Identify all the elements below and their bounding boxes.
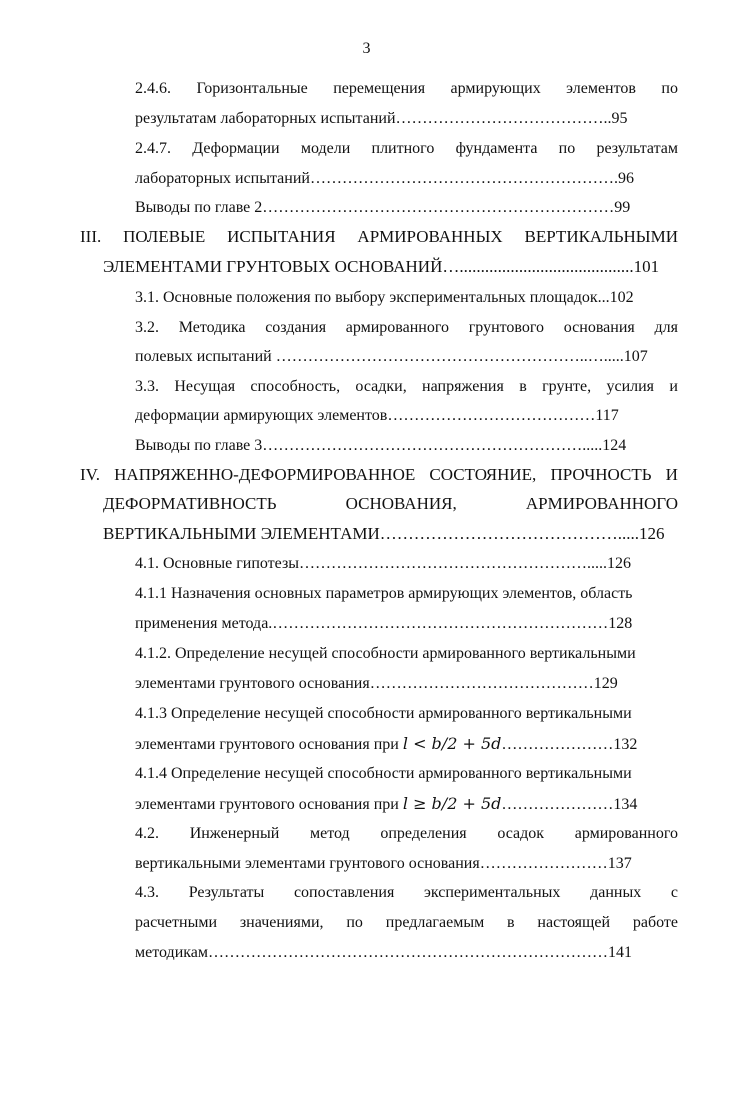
toc-line <box>135 824 678 844</box>
toc-word: НАПРЯЖЕННО-ДЕФОРМИРОВАННОЕ <box>114 465 416 484</box>
toc-word: 3.2. <box>135 319 159 336</box>
toc-line <box>135 883 678 903</box>
page-number: 3 <box>362 40 371 57</box>
toc-line: лабораторных испытаний………………………………………………….96 <box>135 170 634 187</box>
toc-word: армированного <box>345 319 450 336</box>
toc-word: результатам <box>596 140 678 157</box>
toc-word: III. <box>80 227 102 246</box>
toc-word: значениями, <box>239 914 324 931</box>
toc-word: ПРОЧНОСТЬ <box>550 465 652 484</box>
toc-word: ДЕФОРМАТИВНОСТЬ <box>103 494 277 513</box>
toc-line: Выводы по главе 2…………………………………………………………99 <box>135 199 631 216</box>
toc-word: работе <box>632 914 678 931</box>
toc-word: Несущая <box>174 378 236 395</box>
toc-word: с <box>670 884 678 901</box>
formula: l < b/2 + 5d <box>402 734 502 753</box>
toc-word: для <box>654 319 678 336</box>
toc-chapter-line: ВЕРТИКАЛЬНЫМИ ЭЛЕМЕНТАМИ…………………………………….....126 <box>103 524 665 543</box>
toc-line-text: элементами грунтового основания при <box>135 736 399 753</box>
toc-word: в <box>519 378 527 395</box>
toc-word: ВЕРТИКАЛЬНЫМИ <box>524 227 678 246</box>
toc-word: фундамента <box>455 140 538 157</box>
toc-word: ОСНОВАНИЯ, <box>345 494 457 513</box>
toc-word: IV. <box>80 465 100 484</box>
toc-word: осадок <box>497 825 545 842</box>
toc-word: плитного <box>371 140 435 157</box>
toc-line: 4.1. Основные гипотезы……………………………………………….....126 <box>135 555 632 572</box>
toc-word: перемещения <box>333 80 426 97</box>
toc-line <box>135 139 678 159</box>
toc-word: напряжения <box>422 378 504 395</box>
toc-line <box>135 794 637 815</box>
toc-word: Горизонтальные <box>196 80 308 97</box>
toc-line: деформации армирующих элементов…………………………………117 <box>135 407 619 424</box>
toc-word: определения <box>380 825 467 842</box>
toc-line: применения метода.………………………………………………………128 <box>135 615 633 632</box>
toc-line: 4.1.1 Назначения основных параметров армирующих элементов, область <box>135 585 633 602</box>
toc-line: 3.1. Основные положения по выбору экспериментальных площадок...102 <box>135 289 634 306</box>
toc-line: 4.1.4 Определение несущей способности армированного вертикальными <box>135 765 632 782</box>
toc-line <box>135 79 678 99</box>
toc-word: 3.3. <box>135 378 159 395</box>
toc-word: армированного <box>574 825 678 842</box>
toc-word: способность, <box>250 378 341 395</box>
toc-word: и <box>669 378 678 395</box>
toc-word: расчетными <box>135 914 218 931</box>
toc-word: грунте, <box>542 378 592 395</box>
toc-word: ПОЛЕВЫЕ <box>123 227 206 246</box>
toc-word: по <box>346 914 363 931</box>
toc-word: модели <box>300 140 351 157</box>
toc-line <box>135 377 678 397</box>
toc-word: Деформации <box>192 140 280 157</box>
toc-word: грунтового <box>468 319 545 336</box>
toc-word: основания <box>563 319 635 336</box>
toc-word: АРМИРОВАННОГО <box>525 494 678 513</box>
toc-line <box>135 734 637 755</box>
toc-line: результатам лабораторных испытаний…………………………………..95 <box>135 110 628 127</box>
toc-word: по <box>558 140 576 157</box>
toc-line <box>135 913 678 933</box>
toc-word: экспериментальных <box>424 884 561 901</box>
toc-word: элементов <box>566 80 636 97</box>
toc-word: армирующих <box>450 80 541 97</box>
toc-chapter-line <box>80 465 678 485</box>
toc-chapter-line <box>80 227 678 247</box>
toc-word: Инженерный <box>189 825 280 842</box>
toc-word: 2.4.6. <box>135 80 171 97</box>
toc-word: данных <box>590 884 642 901</box>
toc-word: Методика <box>178 319 246 336</box>
toc-word: АРМИРОВАННЫХ <box>357 227 503 246</box>
toc-word: в <box>507 914 515 931</box>
toc-word: по <box>661 80 678 97</box>
toc-word: И <box>665 465 678 484</box>
toc-word: сопоставления <box>293 884 395 901</box>
toc-word: усилия <box>606 378 655 395</box>
toc-line: элементами грунтового основания……………………………………129 <box>135 675 618 692</box>
toc-line: полевых испытаний …………………………………………………..….....107 <box>135 348 648 365</box>
toc-word: 4.2. <box>135 825 159 842</box>
toc-line-leader: …………………132 <box>501 736 638 753</box>
toc-line: 4.1.3 Определение несущей способности армированного вертикальными <box>135 705 632 722</box>
toc-line-text: элементами грунтового основания при <box>135 796 399 813</box>
toc-line: вертикальными элементами грунтового основания……………………137 <box>135 855 632 872</box>
toc-chapter-line: ЭЛЕМЕНТАМИ ГРУНТОВЫХ ОСНОВАНИЙ….........................................101 <box>103 257 660 276</box>
toc-word: СОСТОЯНИЕ, <box>429 465 537 484</box>
toc-line-leader: …………………134 <box>501 796 638 813</box>
toc-word: Результаты <box>188 884 265 901</box>
toc-word: настоящей <box>537 914 611 931</box>
toc-word: метод <box>309 825 350 842</box>
toc-line: Выводы по главе 3…………………………………………………….....124 <box>135 437 627 454</box>
toc-chapter-line <box>103 494 678 514</box>
toc-line <box>135 318 678 338</box>
toc-word: 2.4.7. <box>135 140 171 157</box>
toc-line: методикам…………………………………………………………………141 <box>135 944 633 961</box>
toc-line: 4.1.2. Определение несущей способности армированного вертикальными <box>135 645 636 662</box>
toc-word: осадки, <box>355 378 407 395</box>
toc-word: создания <box>265 319 327 336</box>
toc-word: 4.3. <box>135 884 159 901</box>
toc-word: предлагаемым <box>385 914 485 931</box>
toc-word: ИСПЫТАНИЯ <box>227 227 336 246</box>
formula: l ≥ b/2 + 5d <box>402 794 502 813</box>
